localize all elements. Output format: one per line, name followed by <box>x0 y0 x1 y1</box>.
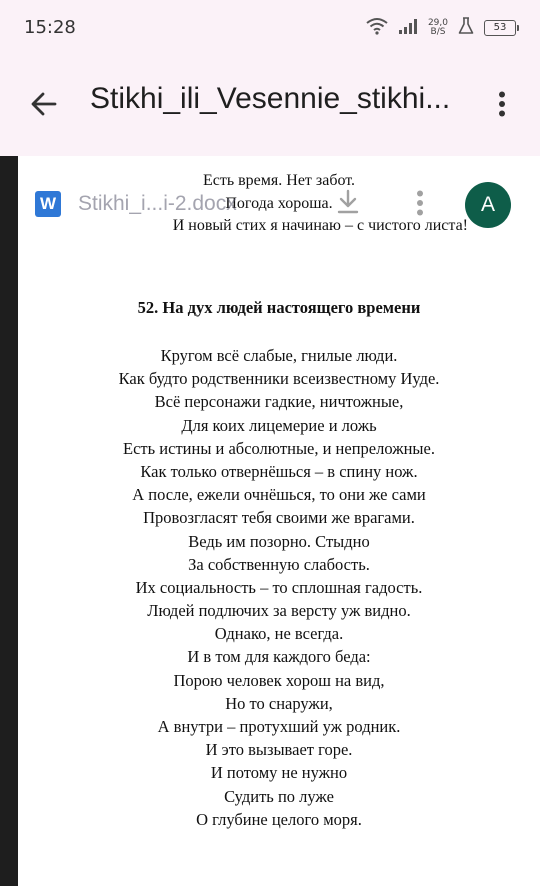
poem-line: И это вызывает горе. <box>205 740 353 760</box>
net-speed-value: 29,0 <box>427 18 448 28</box>
net-speed-unit: B/S <box>430 27 446 37</box>
document-page <box>18 156 540 886</box>
document-viewer[interactable] <box>0 156 540 886</box>
poem-line: Однако, не всегда. <box>214 624 344 644</box>
poem-line: Порою человек хорош на вид, <box>173 670 385 690</box>
poem-line: А после, ежели очнёшься, то они же сами <box>132 485 426 505</box>
status-time: 15:28 <box>24 17 76 38</box>
poem-line: О глубине целого моря. <box>196 809 362 829</box>
poem-line: За собственную слабость. <box>188 554 370 574</box>
net-speed <box>428 19 448 37</box>
battery-level: 53 <box>493 22 507 33</box>
text-line: И новый стих я начинаю – с чистого листа! <box>172 217 468 234</box>
left-edge-bar <box>0 156 18 886</box>
more-vert-icon <box>416 190 424 220</box>
back-arrow-icon <box>30 90 58 122</box>
overlay-more-button[interactable] <box>410 190 430 220</box>
back-button[interactable] <box>22 84 66 128</box>
account-avatar[interactable]: A <box>465 182 511 228</box>
poem-line: Людей подлючих за версту уж видно. <box>147 601 411 621</box>
poem-line: Но то снаружи, <box>225 693 333 713</box>
poem-line: Есть истины и абсолютные, и непреложные. <box>123 438 435 458</box>
poem-line: Судить по луже <box>224 786 334 806</box>
poem-line: Кругом всё слабые, гнилые люди. <box>160 346 398 365</box>
app-bar <box>0 56 540 156</box>
clipped-line <box>18 160 540 170</box>
overlay-filename[interactable]: Stikhi_i...i-2.docx <box>78 192 237 215</box>
status-icons <box>366 14 516 42</box>
download-icon <box>336 189 360 219</box>
status-bar <box>0 0 540 56</box>
download-button[interactable] <box>334 190 362 218</box>
battery-icon <box>484 20 516 36</box>
text-line: Есть время. Нет забот. <box>202 172 356 189</box>
poem-line: Для коих лицемерие и ложь <box>181 415 377 435</box>
poem-line: Провозгласят тебя своими же врагами. <box>143 508 415 528</box>
file-overlay-bar <box>28 180 518 232</box>
more-vert-icon <box>498 91 506 121</box>
signal-icon <box>398 18 418 38</box>
poem-body <box>18 344 540 831</box>
poem-line: Их социальность – то сплошная гадость. <box>135 577 423 597</box>
poem-title: 52. На дух людей настоящего времени <box>137 298 421 317</box>
document-title: Stikhi_ili_Vesennie_stikhi... <box>90 82 451 115</box>
word-file-icon: W <box>35 191 61 217</box>
text-line: Погода хороша. <box>225 194 333 212</box>
wifi-icon <box>366 17 388 39</box>
poem-line: И в том для каждого беда: <box>187 647 371 667</box>
more-options-button[interactable] <box>480 84 524 128</box>
poem-line: Ведь им позорно. Стыдно <box>188 531 370 551</box>
poem-line: Как будто родственники всеизвестному Иуде. <box>118 369 440 389</box>
poem-line: Как только отвернёшься – в спину нож. <box>140 461 418 481</box>
poem-line: И потому не нужно <box>210 763 348 783</box>
poem-line: А внутри – протухший уж родник. <box>157 717 401 736</box>
flask-icon <box>458 17 474 39</box>
poem-line: Всё персонажи гадкие, ничтожные, <box>154 392 404 412</box>
